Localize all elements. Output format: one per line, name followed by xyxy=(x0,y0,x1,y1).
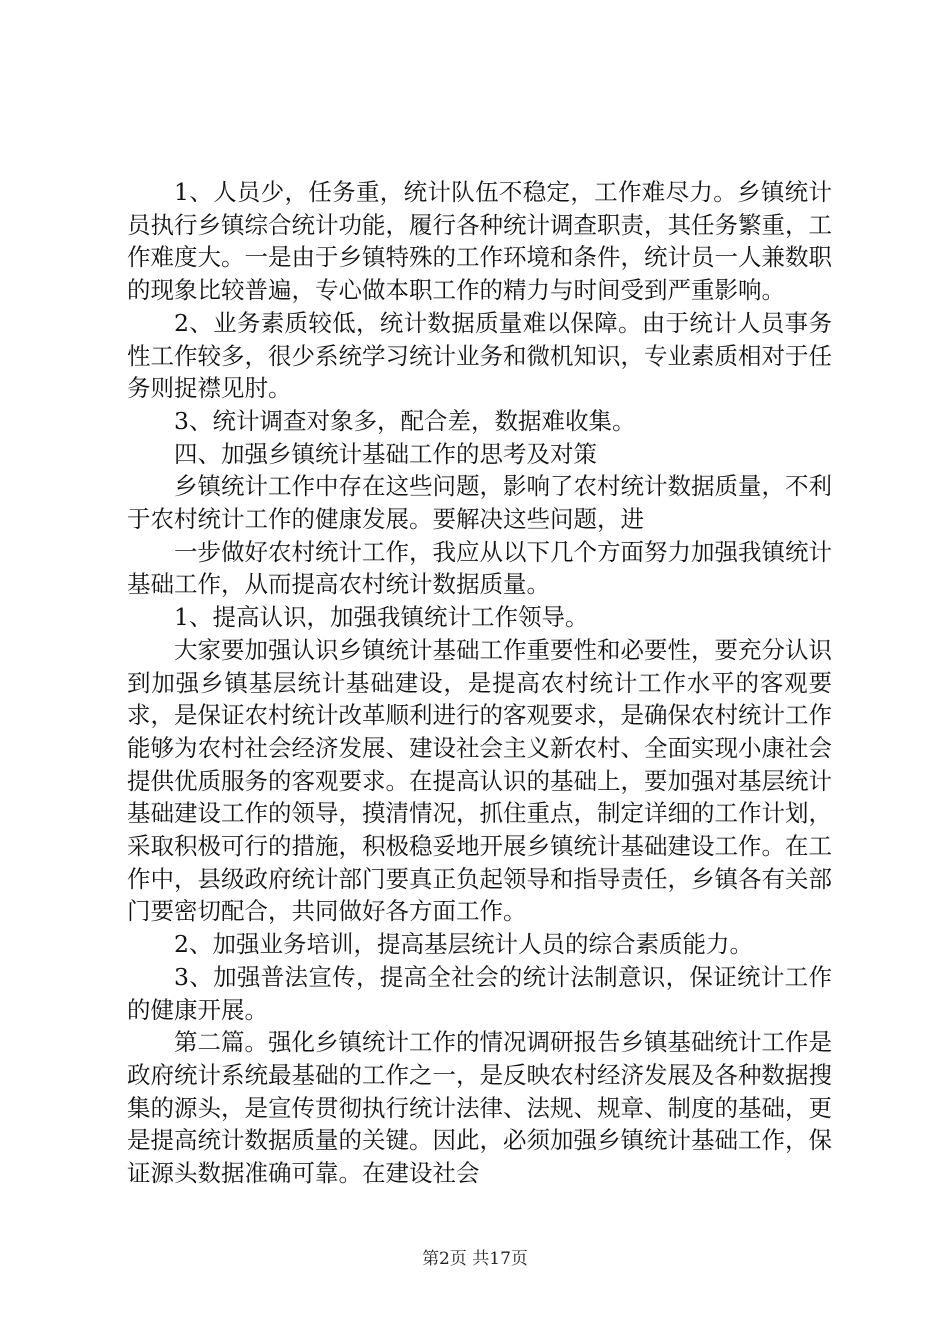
paragraph: 2、加强业务培训，提高基层统计人员的综合素质能力。 xyxy=(174,930,753,959)
paragraph: 2、业务素质较低，统计数据质量难以保障。由于统计人员事务性工作较多，很少系统学习统计业务和微机知识，专业素质相对于任务则捉襟见肘。 xyxy=(127,308,832,403)
paragraph: 一步做好农村统计工作，我应从以下几个方面努力加强我镇统计基础工作，从而提高农村统计数据质量。 xyxy=(127,537,832,599)
page-number: 第2页 共17页 xyxy=(422,1249,528,1269)
document-body xyxy=(127,176,832,1190)
paragraph: 3、统计调查对象多，配合差，数据难收集。 xyxy=(174,406,636,435)
paragraph: 大家要加强认识乡镇统计基础工作重要性和必要性，要充分认识到加强乡镇基层统计基础建设，是提高农村统计工作水平的客观要求，是保证农村统计改革顺利进行的客观要求，是确保农村统计工作能够为农村社会经济发展、建设社会主义新农村、全面实现小康社会提供优质服务的客观要求。在提高认识的基础上，要加强对基层统计基础建设工作的领导，摸清情况，抓住重点，制定详细的工作计划，采取积极可行的措施，积极稳妥地开展乡镇统计基础建设工作。在工作中，县级政府统计部门要真正负起领导和指导责任，乡镇各有关部门要密切配合，共同做好各方面工作。 xyxy=(127,635,832,926)
section-heading: 四、加强乡镇统计基础工作的思考及对策 xyxy=(174,439,597,468)
paragraph: 1、提高认识，加强我镇统计工作领导。 xyxy=(174,603,589,632)
paragraph: 乡镇统计工作中存在这些问题，影响了农村统计数据质量，不利于农村统计工作的健康发展。要解决这些问题，进 xyxy=(127,472,832,534)
paragraph: 3、加强普法宣传，提高全社会的统计法制意识，保证统计工作的健康开展。 xyxy=(127,962,832,1024)
paragraph: 1、人员少，任务重，统计队伍不稳定，工作难尽力。乡镇统计员执行乡镇综合统计功能，履行各种统计调查职责，其任务繁重，工作难度大。一是由于乡镇特殊的工作环境和条件，统计员一人兼数职的现象比较普遍，专心做本职工作的精力与时间受到严重影响。 xyxy=(127,178,832,305)
paragraph: 第二篇。强化乡镇统计工作的情况调研报告乡镇基础统计工作是政府统计系统最基础的工作之一，是反映农村经济发展及各种数据搜集的源头，是宣传贯彻执行统计法律、法规、规章、制度的基础，更是提高统计数据质量的关键。因此，必须加强乡镇统计基础工作，保证源头数据准确可靠。在建设社会 xyxy=(127,1028,832,1188)
